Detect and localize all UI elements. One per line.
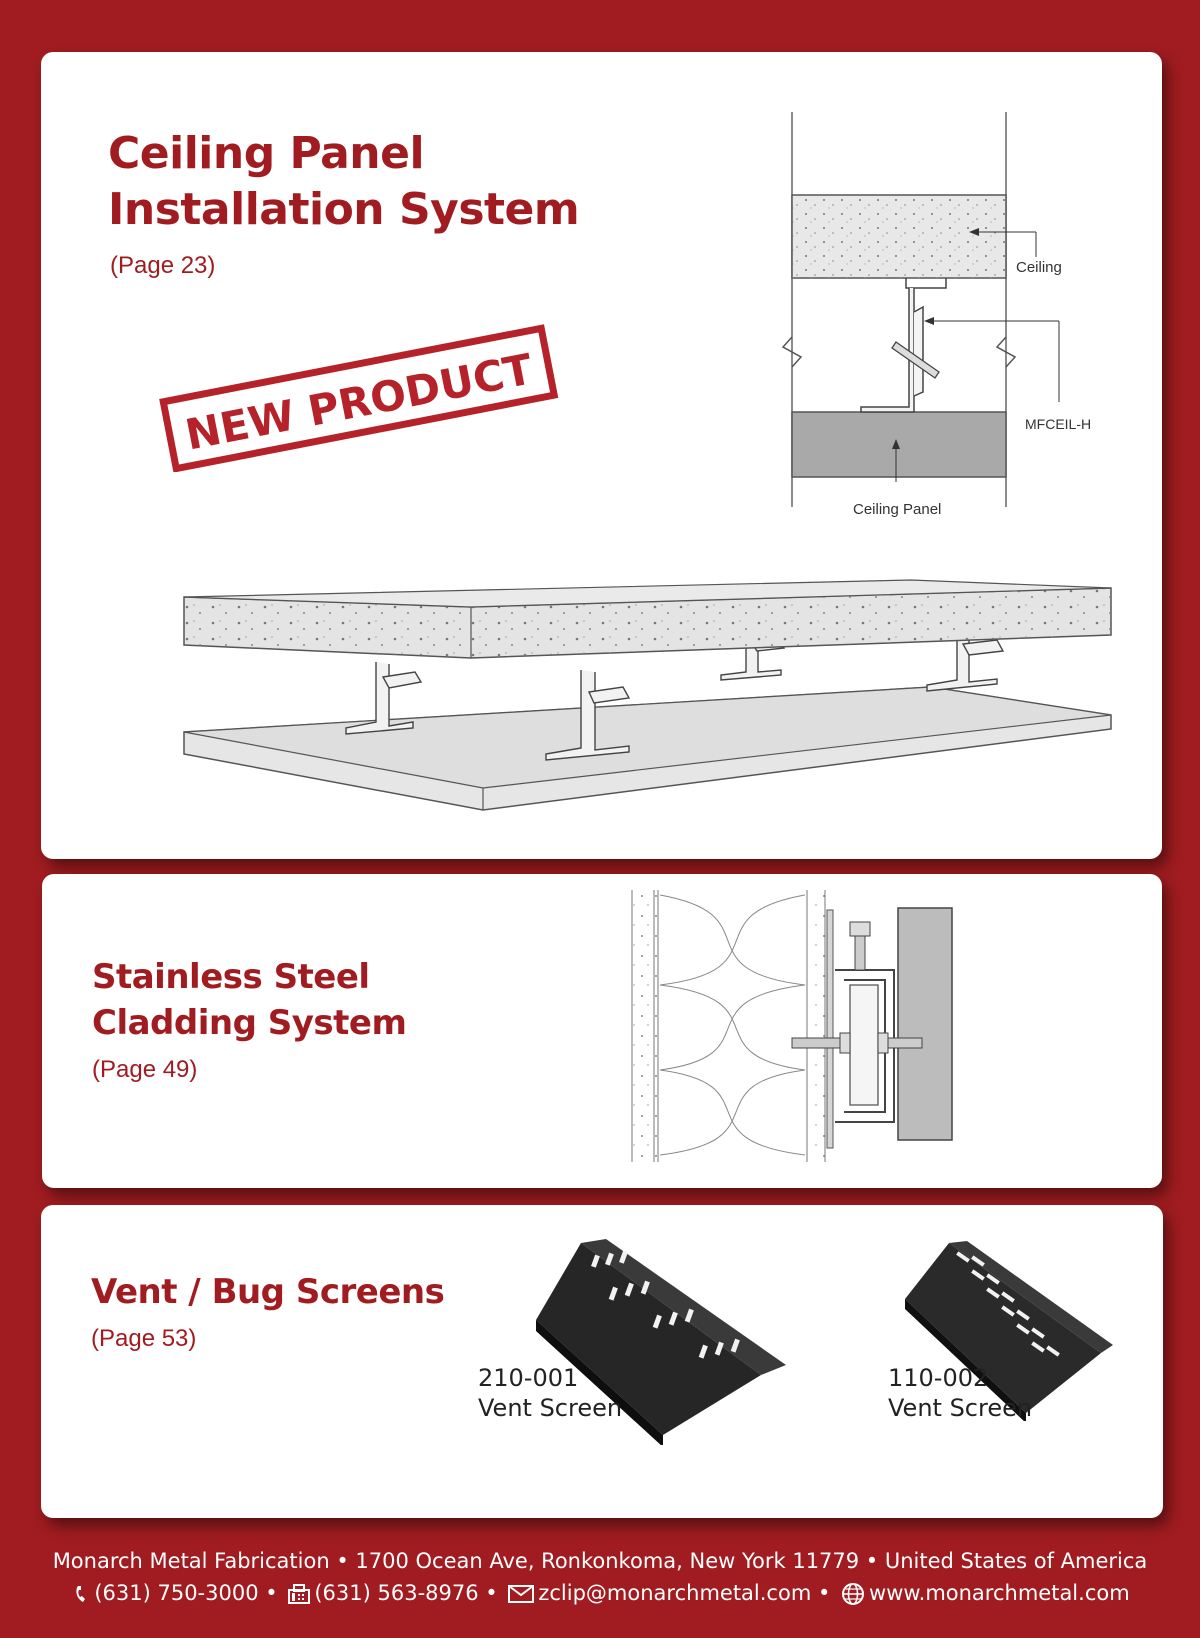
cladding-card [42,874,1162,1188]
cladding-section-diagram [582,890,982,1162]
footer [0,1545,1200,1609]
product-name: Vent Screen [888,1394,1033,1422]
ceiling-panel-title [108,126,579,238]
email-link[interactable]: zclip@monarchmetal.com [538,1581,812,1605]
title-line-2: Cladding System [92,1003,407,1043]
product-name: Vent Screen [478,1394,623,1422]
page-reference: (Page 49) [92,1056,198,1083]
product-code: 110-002 [888,1364,989,1392]
page-reference: (Page 53) [91,1325,197,1352]
separator: • [817,1581,831,1605]
fax-link[interactable]: (631) 563-8976 [314,1581,479,1605]
cladding-title [92,954,406,1046]
phone-icon [74,1584,90,1604]
separator: • [265,1581,278,1605]
ceiling-section-diagram [731,112,1091,522]
new-product-stamp [151,322,571,472]
email-icon [508,1585,534,1603]
title-line-2: Installation System [108,184,580,235]
clip-label: MFCEIL-H [1025,416,1091,432]
separator: • [485,1581,498,1605]
vent-screens-title: Vent / Bug Screens [91,1272,445,1312]
ceiling-panel-card [41,52,1162,859]
title-line-1: Ceiling Panel [108,128,425,179]
product-code: 210-001 [478,1364,579,1392]
title-line-1: Stainless Steel [92,957,370,997]
vent-screens-card [41,1205,1163,1518]
product-caption-110-002 [888,1363,1032,1423]
ceiling-label: Ceiling [1016,259,1062,276]
phone-link[interactable]: (631) 750-3000 [94,1581,259,1605]
website-link[interactable]: www.monarchmetal.com [869,1581,1130,1605]
product-caption-210-001 [478,1363,622,1423]
fax-icon [288,1584,310,1604]
footer-address: Monarch Metal Fabrication • 1700 Ocean Ave, Ronkonkoma, New York 11779 • United States of America [52,1549,1148,1573]
footer-contact [0,1577,1200,1609]
ceiling-panel-label: Ceiling Panel [853,501,942,518]
stamp-text: NEW PRODUCT [181,344,537,460]
ceiling-isometric-illustration [131,522,1121,822]
page-reference: (Page 23) [110,252,216,279]
globe-icon [841,1582,865,1606]
